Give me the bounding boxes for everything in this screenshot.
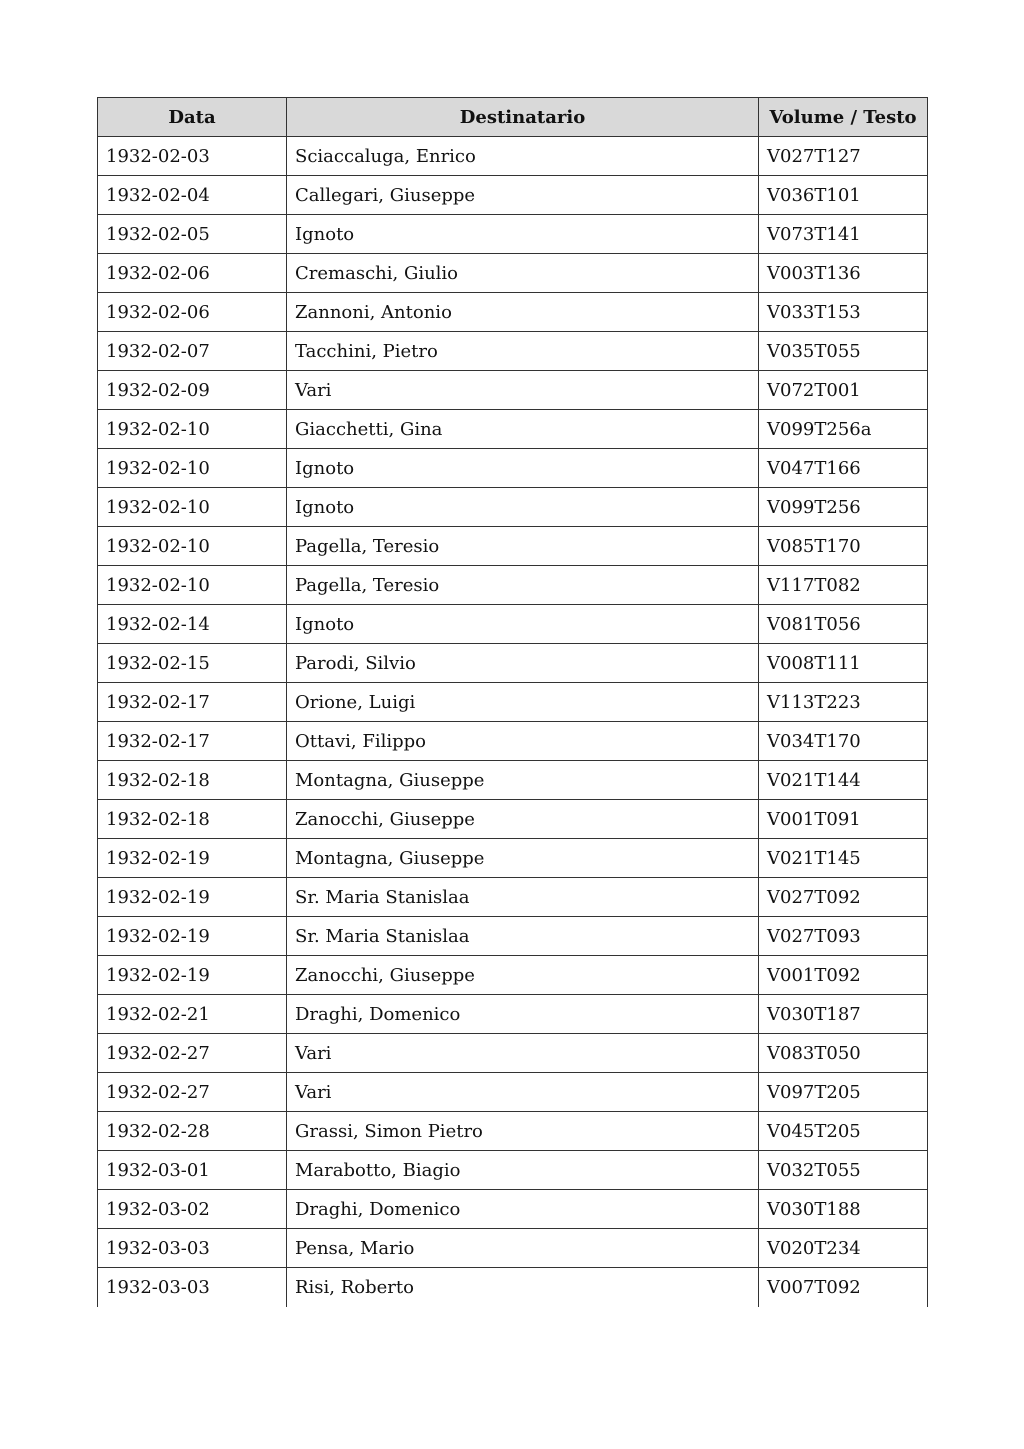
table-row [98, 722, 928, 761]
table-row [98, 176, 928, 215]
cell-recipient: Zanocchi, Giuseppe [287, 956, 759, 995]
table-row [98, 683, 928, 722]
cell-date: 1932-02-19 [98, 878, 287, 917]
cell-recipient: Callegari, Giuseppe [287, 176, 759, 215]
cell-recipient: Ignoto [287, 215, 759, 254]
cell-volume-text: V001T092 [759, 956, 928, 995]
cell-recipient: Pagella, Teresio [287, 566, 759, 605]
cell-date: 1932-02-27 [98, 1073, 287, 1112]
cell-volume-text: V099T256a [759, 410, 928, 449]
cell-recipient: Zannoni, Antonio [287, 293, 759, 332]
column-header-recipient: Destinatario [287, 98, 759, 137]
cell-recipient: Vari [287, 371, 759, 410]
cell-date: 1932-02-17 [98, 683, 287, 722]
table-row [98, 566, 928, 605]
cell-volume-text: V033T153 [759, 293, 928, 332]
cell-date: 1932-02-07 [98, 332, 287, 371]
letters-table [97, 97, 928, 1307]
cell-recipient: Parodi, Silvio [287, 644, 759, 683]
cell-volume-text: V008T111 [759, 644, 928, 683]
cell-volume-text: V047T166 [759, 449, 928, 488]
cell-date: 1932-02-19 [98, 917, 287, 956]
table-row [98, 878, 928, 917]
cell-recipient: Giacchetti, Gina [287, 410, 759, 449]
table-row [98, 293, 928, 332]
cell-recipient: Cremaschi, Giulio [287, 254, 759, 293]
cell-recipient: Grassi, Simon Pietro [287, 1112, 759, 1151]
cell-date: 1932-02-28 [98, 1112, 287, 1151]
table-row [98, 332, 928, 371]
cell-date: 1932-02-21 [98, 995, 287, 1034]
cell-date: 1932-02-10 [98, 410, 287, 449]
cell-date: 1932-02-10 [98, 449, 287, 488]
column-header-volume-text: Volume / Testo [759, 98, 928, 137]
cell-volume-text: V030T188 [759, 1190, 928, 1229]
cell-volume-text: V036T101 [759, 176, 928, 215]
table-body [98, 137, 928, 1307]
cell-recipient: Draghi, Domenico [287, 995, 759, 1034]
table-row [98, 1190, 928, 1229]
cell-date: 1932-02-15 [98, 644, 287, 683]
cell-recipient: Zanocchi, Giuseppe [287, 800, 759, 839]
cell-volume-text: V097T205 [759, 1073, 928, 1112]
cell-volume-text: V072T001 [759, 371, 928, 410]
cell-volume-text: V117T082 [759, 566, 928, 605]
table-row [98, 839, 928, 878]
cell-volume-text: V081T056 [759, 605, 928, 644]
cell-date: 1932-02-03 [98, 137, 287, 176]
cell-volume-text: V027T093 [759, 917, 928, 956]
cell-volume-text: V021T144 [759, 761, 928, 800]
cell-date: 1932-02-05 [98, 215, 287, 254]
table-row [98, 1151, 928, 1190]
cell-volume-text: V085T170 [759, 527, 928, 566]
cell-date: 1932-02-18 [98, 761, 287, 800]
cell-recipient: Montagna, Giuseppe [287, 761, 759, 800]
table-row [98, 449, 928, 488]
cell-recipient: Draghi, Domenico [287, 1190, 759, 1229]
cell-recipient: Pagella, Teresio [287, 527, 759, 566]
cell-recipient: Sr. Maria Stanislaa [287, 917, 759, 956]
table-row [98, 644, 928, 683]
cell-recipient: Sciaccaluga, Enrico [287, 137, 759, 176]
table-row [98, 1112, 928, 1151]
cell-volume-text: V027T127 [759, 137, 928, 176]
table-row [98, 1229, 928, 1268]
cell-date: 1932-02-10 [98, 488, 287, 527]
table-row [98, 137, 928, 176]
table-header-row [98, 98, 928, 137]
cell-volume-text: V003T136 [759, 254, 928, 293]
cell-date: 1932-02-06 [98, 293, 287, 332]
cell-date: 1932-03-03 [98, 1268, 287, 1307]
table-row [98, 1073, 928, 1112]
table-row [98, 1034, 928, 1073]
cell-recipient: Risi, Roberto [287, 1268, 759, 1307]
cell-date: 1932-02-10 [98, 566, 287, 605]
cell-volume-text: V034T170 [759, 722, 928, 761]
table-row [98, 488, 928, 527]
cell-volume-text: V099T256 [759, 488, 928, 527]
cell-volume-text: V073T141 [759, 215, 928, 254]
table-row [98, 605, 928, 644]
table-row [98, 410, 928, 449]
cell-date: 1932-02-19 [98, 956, 287, 995]
cell-volume-text: V021T145 [759, 839, 928, 878]
cell-recipient: Vari [287, 1034, 759, 1073]
cell-volume-text: V007T092 [759, 1268, 928, 1307]
cell-recipient: Ignoto [287, 449, 759, 488]
cell-recipient: Tacchini, Pietro [287, 332, 759, 371]
cell-volume-text: V032T055 [759, 1151, 928, 1190]
cell-date: 1932-02-10 [98, 527, 287, 566]
table-row [98, 1268, 928, 1307]
cell-date: 1932-02-27 [98, 1034, 287, 1073]
cell-date: 1932-02-19 [98, 839, 287, 878]
cell-date: 1932-03-01 [98, 1151, 287, 1190]
cell-recipient: Vari [287, 1073, 759, 1112]
cell-volume-text: V027T092 [759, 878, 928, 917]
cell-volume-text: V001T091 [759, 800, 928, 839]
cell-date: 1932-02-04 [98, 176, 287, 215]
cell-recipient: Orione, Luigi [287, 683, 759, 722]
cell-recipient: Ottavi, Filippo [287, 722, 759, 761]
table-row [98, 761, 928, 800]
column-header-date: Data [98, 98, 287, 137]
cell-volume-text: V045T205 [759, 1112, 928, 1151]
cell-date: 1932-03-03 [98, 1229, 287, 1268]
cell-date: 1932-02-09 [98, 371, 287, 410]
cell-volume-text: V035T055 [759, 332, 928, 371]
cell-date: 1932-02-17 [98, 722, 287, 761]
table-row [98, 254, 928, 293]
table-row [98, 800, 928, 839]
cell-recipient: Marabotto, Biagio [287, 1151, 759, 1190]
cell-date: 1932-03-02 [98, 1190, 287, 1229]
table-row [98, 371, 928, 410]
cell-date: 1932-02-06 [98, 254, 287, 293]
cell-recipient: Pensa, Mario [287, 1229, 759, 1268]
table-row [98, 995, 928, 1034]
cell-recipient: Montagna, Giuseppe [287, 839, 759, 878]
cell-date: 1932-02-18 [98, 800, 287, 839]
cell-volume-text: V113T223 [759, 683, 928, 722]
table-row [98, 956, 928, 995]
table-row [98, 215, 928, 254]
cell-recipient: Sr. Maria Stanislaa [287, 878, 759, 917]
table-row [98, 527, 928, 566]
cell-volume-text: V030T187 [759, 995, 928, 1034]
cell-date: 1932-02-14 [98, 605, 287, 644]
cell-volume-text: V020T234 [759, 1229, 928, 1268]
cell-recipient: Ignoto [287, 605, 759, 644]
cell-recipient: Ignoto [287, 488, 759, 527]
table-row [98, 917, 928, 956]
cell-volume-text: V083T050 [759, 1034, 928, 1073]
